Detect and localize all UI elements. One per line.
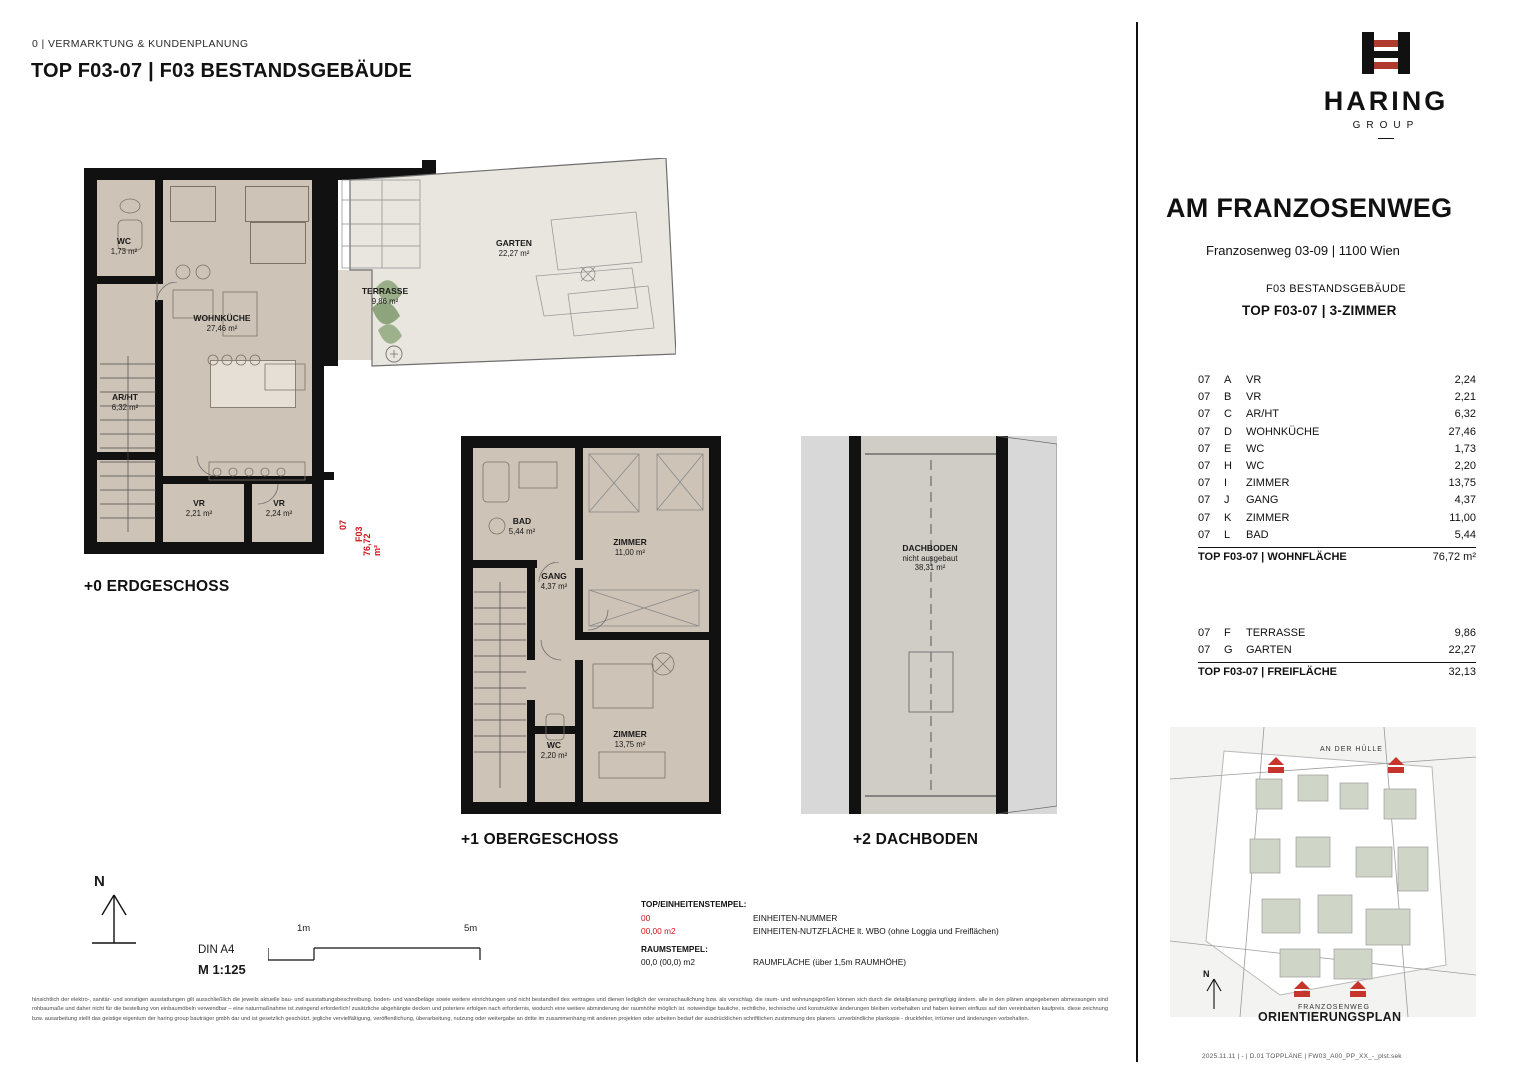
scale-ratio: M 1:125 [198,962,246,977]
room-label-terrasse: TERRASSE 9,86 m² [361,286,409,306]
sheet-footer: 2025.11.11 | - | D.01 TOPPLÄNE | FW03_A00_PP_XX_-_plst.sek [1202,1053,1402,1060]
room-label-bad: BAD 5,44 m² [508,516,536,536]
orientation-plan-title: ORIENTIERUNGSPLAN [1258,1010,1402,1024]
area-table [1198,372,1476,563]
table-row: 07 H WC 2,20 [1198,460,1476,473]
brand-subtitle: GROUP [1352,120,1420,131]
floor-label-og: +1 OBERGESCHOSS [461,831,619,848]
table-sum-wohnflaeche: TOP F03-07 | WOHNFLÄCHE 76,72 m² [1198,547,1476,563]
room-label-zimmer-og-2: ZIMMER 13,75 m² [613,729,647,749]
room-label-arht: AR/HT 6,32 m² [111,392,139,412]
legend-desc-3: RAUMFLÄCHE (über 1,5m RAUMHÖHE) [753,957,907,968]
stair-og [474,576,528,802]
page-title: TOP F03-07 | F03 BESTANDSGEBÄUDE [31,60,412,82]
brand-rule [1378,138,1394,139]
legend-code-1: 00 [641,912,651,923]
table-row: 07 C AR/HT 6,32 [1198,408,1476,421]
legend-title-1: TOP/EINHEITENSTEMPEL: [641,899,747,909]
room-label-zimmer-og-1: ZIMMER 11,00 m² [613,537,647,557]
legend-desc-2: EINHEITEN-NUTZFLÄCHE lt. WBO (ohne Loggia und Freiflächen) [753,926,999,937]
orientation-plan [1170,727,1476,1017]
table-row: 07 G GARTEN 22,27 [1198,644,1476,657]
legend-title-2: RAUMSTEMPEL: [641,943,708,954]
north-arrow: N [88,893,140,950]
table-row: 07 E WC 1,73 [1198,442,1476,455]
room-label-wc-og: WC 2,20 m² [540,740,568,760]
area-table-free [1198,625,1476,678]
project-building: F03 BESTANDSGEBÄUDE [1266,283,1406,295]
room-label-vr-2: VR 2,24 m² [265,498,293,518]
scale-bar [268,944,498,966]
disclaimer-text: hinsichtlich der elektro-, sanitär- und sonstigen ausstattungen gilt ausschließlich die jeweils aktuelle bau- und ausstattungsbeschreibung. boden- und wandbeläge sowie weitere einrichtungen und nicht bestandteil des vertrages und dienen lediglich der veranschaulichung bzw. als vorschlag. die raum- und wohnungsgrößen können sich durch die detailplanung geringfügig ändern. alle in den plänen angegebenen abmessungen sind rohbaumaße und daher nicht für die bestellung von einbaumöbeln verwendbar – eine naturmaßnahme ist zwingend erforderlich! zusätzliche abgehängte decken und poteriere erfolgen nach erfordernis, wodurch eine weitere abminderung der raumhöhe möglich ist. notwendige bauliche, rechtliche, technische und konstruktive änderungen bleiben vorbehalten und haben keinen einfluss auf den vereinbarten kaufpreis. diese zeichnung bzw. ausarbeitung stellt das geistige eigentum der haring group bauträger gmbh dar und ist gesetzlich geschützt. jegliche vervielfältigung, veröffentlichung, überarbeitung, nutzung oder weitergabe an dritte im zusammenhang mit anderen projekten oder arbeiten bedarf der ausdrücklichen schriftlichen zustimmung des planers. unverbindliche plankopie - druckfehler, irrtümer und änderungen vorbehalten. [32,997,1108,1022]
table-row: 07 J GANG 4,37 [1198,494,1476,507]
room-label-vr-1: VR 2,21 m² [185,498,213,518]
table-row: 07 B VR 2,21 [1198,391,1476,404]
legend-code-2: 00,00 m2 [641,926,676,937]
room-label-gang: GANG 4,37 m² [540,571,568,591]
sheet-size: DIN A4 [198,944,235,956]
svg-text:AN DER HÜLLE: AN DER HÜLLE [1320,746,1383,753]
table-row: 07 K ZIMMER 11,00 [1198,511,1476,524]
legend-desc-1: EINHEITEN-NUMMER [753,912,838,923]
haring-logo-icon [1358,30,1414,76]
scalebar-5m-label: 5m [464,923,478,934]
brand-block [1296,30,1476,139]
scalebar-1m-label: 1m [297,923,311,934]
svg-text:N: N [1203,969,1210,979]
svg-text:FRANZOSENWEG: FRANZOSENWEG [1298,1004,1370,1011]
table-row: 07 L BAD 5,44 [1198,528,1476,541]
brand-name: HARING [1323,86,1449,116]
table-row: 07 D WOHNKÜCHE 27,46 [1198,425,1476,438]
vertical-divider [1136,22,1138,1062]
header-subtitle: 0 | VERMARKTUNG & KUNDENPLANUNG [32,38,249,50]
room-label-wohnkueche: WOHNKÜCHE 27,46 m² [193,313,251,333]
table-row: 07 I ZIMMER 13,75 [1198,477,1476,490]
floor-label-eg: +0 ERDGESCHOSS [84,578,230,595]
stair-eg [98,350,158,542]
room-label-dachboden: DACHBODEN nicht ausgebaut 38,31 m² [902,543,958,573]
table-row: 07 A VR 2,24 [1198,374,1476,386]
room-label-wc-eg: WC 1,73 m² [110,236,138,256]
floor-label-dach: +2 DACHBODEN [853,831,979,848]
project-unit: TOP F03-07 | 3-ZIMMER [1242,303,1397,318]
legend-code-3: 00,0 (00,0) m2 [641,957,695,968]
table-sum-freiflaeche: TOP F03-07 | FREIFLÄCHE 32,13 [1198,662,1476,678]
table-row: 07 F TERRASSE 9,86 [1198,627,1476,639]
project-address: Franzosenweg 03-09 | 1100 Wien [1206,243,1400,258]
room-label-garten: GARTEN 22,27 m² [496,238,532,258]
unit-stamp: 07 F03 76,72 m² [338,519,382,556]
legend [641,898,999,970]
project-title: AM FRANZOSENWEG [1166,193,1453,223]
